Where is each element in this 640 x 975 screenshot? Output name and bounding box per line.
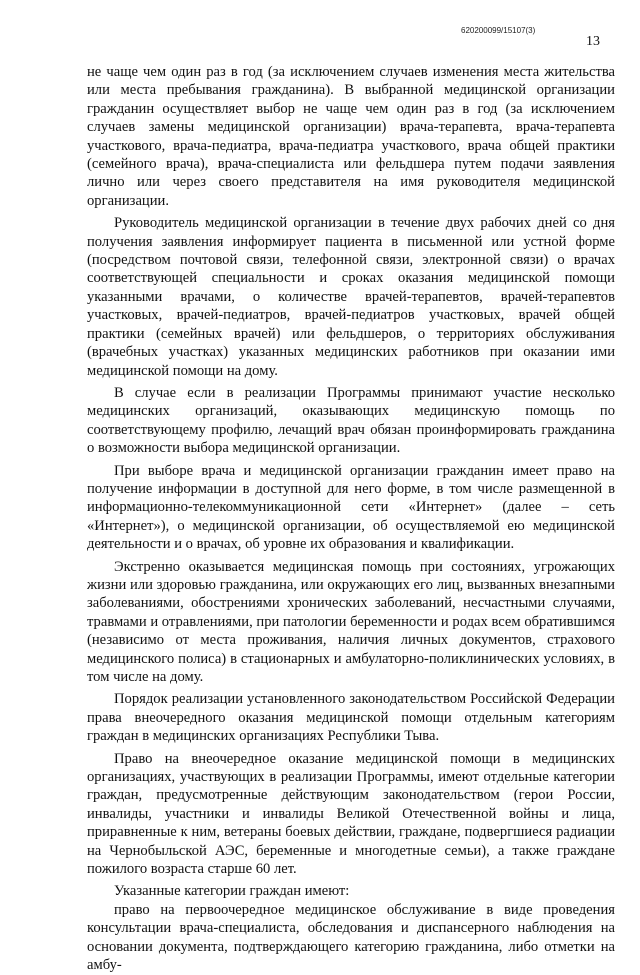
- paragraph-continuation: не чаще чем один раз в год (за исключением случаев изменения места жительства или места пребывания гражданина). В выбранной медицинской организации гражданин осуществляет выбор не чаще чем один раз в год (за исключением случаев замены медицинской организации) врача-терапевта, врача-терапевта участкового, врача-педиатра, врача-педиатра участкового, врача общей практики (семейного врача), врача-специалиста или фельдшера путем подачи заявления лично или через своего представителя на имя руководителя медицинской организации.: [87, 64, 615, 209]
- paragraph-multiple-organizations: В случае если в реализации Программы принимают участие несколько медицинских организаций, оказывающих медицинскую помощь по соответствующему профилю, лечащий врач обязан проинформировать гражданина о возможности выбора медицинской организации.: [87, 384, 615, 457]
- paragraph-head-informs: Руководитель медицинской организации в течение двух рабочих дней со дня получения заявления информирует пациента в письменной или устной форме (посредством почтовой связи, телефонной связи, электронной связи) о врачах соответствующей специальности и сроках оказания медицинской помощи указанными врачами, о количестве врачей-терапевтов, врачей-терапевтов участковых, врачей-педиатров, врачей-педиатров участковых, врачей общей практики (семейных врачей) или фельдшеров, о территориях обслуживания (врачебных участках) указанных медицинских работников при оказании ими медицинской помощи на дому.: [87, 215, 615, 379]
- paragraph-emergency-care: Экстренно оказывается медицинская помощь при состояниях, угрожающих жизни или здоровью гражданина, или окружающих его лиц, вызванных внезапными заболеваниями, обострениями хронических заболеваний, несчастными случаями, травмами и отравлениями, при патологии беременности и родах всем обратившимся (независимо от места проживания, наличия личных документов, страхового медицинского полиса) в стационарных и амбулаторно-поликлинических условиях, в том числе на дому.: [87, 558, 615, 685]
- paragraph-priority-categories: Право на внеочередное оказание медицинской помощи в медицинских организациях, участвующих в реализации Программы, имеют отдельные категории граждан, предусмотренные действующим законодательством (герои России, инвалиды, участники и инвалиды Великой Отечественной войны и лица, приравненные к ним, ветераны боевых действии, граждане, подвергшиеся радиации на Чернобыльской АЭС, беременные и многодетные семьи), а также граждане пожилого возраста старше 60 лет.: [87, 750, 615, 878]
- page-number: 13: [586, 34, 600, 49]
- paragraph-priority-procedure: Порядок реализации установленного законодательством Российской Федерации права внеочередного оказания медицинской помощи отдельным категориям граждан в медицинских организациях Республики Тыва.: [87, 691, 615, 745]
- document-id: 620200099/15107(3): [461, 26, 536, 35]
- paragraph-first-priority-service: право на первоочередное медицинское обслуживание в виде проведения консультации врача-специалиста, обследования и диспансерного наблюдения на основании документа, подтверждающего категорию гражданина, либо отметки на амбу-: [87, 901, 615, 974]
- paragraph-right-to-information: При выборе врача и медицинской организации гражданин имеет право на получение информации в доступной для него форме, в том числе размещенной в информационно-телекоммуникационной сети «Интернет» (далее – сеть «Интернет»), о медицинской организации, об осуществляемой ею медицинской деятельности и о врачах, об уровне их образования и квалификации.: [87, 462, 615, 553]
- paragraph-categories-have: Указанные категории граждан имеют:: [114, 883, 350, 900]
- document-body: [87, 63, 615, 975]
